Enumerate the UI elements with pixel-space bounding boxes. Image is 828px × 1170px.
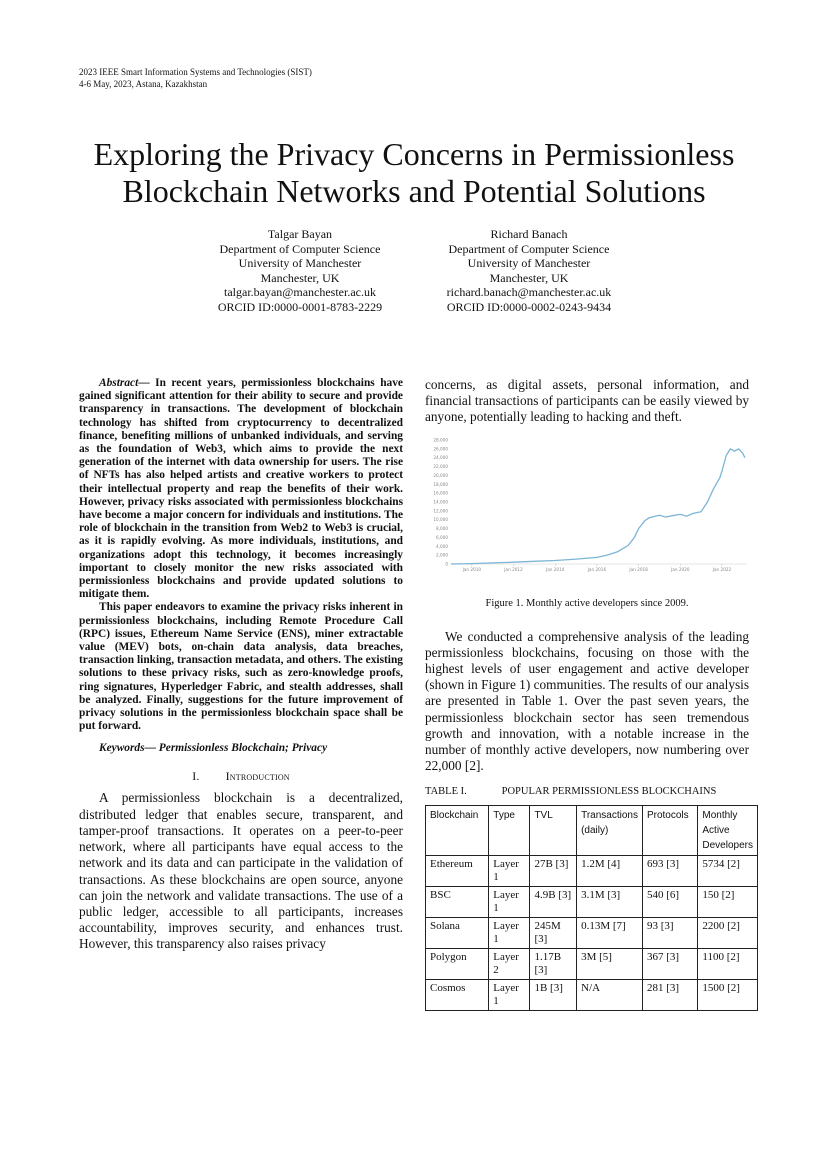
y-tick-label: 16,000: [433, 490, 448, 496]
intro-paragraph-2: We conducted a comprehensive analysis of the leading permissionless blockchains, focusing on those with the highest levels of user engagement and active developer (shown in Figure 1) communities. The results of our analysis are presented in Table 1. Over the past seven years, the permissionless blockchain sector has seen tremendous growth and innovation, with a notable increase in the number of monthly active developers, now numbering over 22,000 [2].: [425, 628, 750, 774]
y-tick-label: 14,000: [433, 499, 448, 505]
table-cell: 281 [3]: [642, 980, 697, 1011]
table-cell: 5734 [2]: [698, 856, 758, 887]
x-tick-label: Jan 2016: [587, 566, 607, 572]
table-1-caption: [425, 786, 749, 797]
x-tick-label: Jan 2010: [462, 566, 482, 572]
table-cell: 27B [3]: [530, 856, 577, 887]
author-orcid: ORCID ID:0000-0002-0243-9434: [446, 299, 612, 314]
author-email: richard.banach@manchester.ac.uk: [446, 285, 612, 300]
x-tick-label: Jan 2014: [545, 566, 565, 572]
author-department: Department of Computer Science: [219, 241, 381, 256]
author-department: Department of Computer Science: [448, 241, 610, 256]
intro-paragraph-1-continued: concerns, as digital assets, personal information, and financial transactions of participants can be easily viewed by anyone, potentially leading to hacking and theft.: [425, 377, 749, 425]
y-tick-label: 12,000: [433, 507, 448, 513]
table-row: [426, 887, 758, 918]
table-cell: 693 [3]: [642, 856, 697, 887]
table-header-row: [426, 806, 758, 856]
table-cell: 3M [5]: [577, 949, 643, 980]
section-title: Introduction: [225, 769, 290, 784]
conference-header: [79, 67, 312, 90]
table-cell: Polygon: [426, 949, 489, 980]
x-tick-label: Jan 2022: [712, 566, 732, 572]
author-2: [399, 227, 659, 315]
y-tick-label: 28,000: [433, 437, 448, 443]
table-cell: 1500 [2]: [698, 980, 758, 1011]
author-orcid: ORCID ID:0000-0001-8783-2229: [217, 299, 383, 314]
table-cell: Solana: [426, 918, 489, 949]
table-1: [425, 805, 758, 1011]
author-location: Manchester, UK: [489, 270, 569, 285]
x-tick-label: Jan 2018: [629, 566, 648, 572]
table-title: POPULAR PERMISSIONLESS BLOCKCHAINS: [501, 786, 717, 798]
table-header-cell: Protocols: [642, 806, 697, 856]
abstract-dash: —: [138, 377, 156, 389]
table-row: [426, 918, 758, 949]
table-cell: 1100 [2]: [698, 949, 758, 980]
table-cell: 1.17B [3]: [530, 949, 577, 980]
y-tick-label: 4,000: [436, 543, 448, 549]
y-tick-label: 10,000: [433, 516, 448, 522]
table-cell: Ethereum: [426, 856, 489, 887]
table-row: [426, 980, 758, 1011]
left-column: [79, 377, 403, 953]
abstract-paragraph-2: This paper endeavors to examine the privacy risks inherent in permissionless blockchains, including Remote Procedure Call (RPC) issues, Ethereum Name Service (ENS), miner extractable value (MEV) bots, on-chain data analysis, data breaches, transaction linking, transaction metadata, and others. The existing solutions to these privacy risks, such as zero-knowledge proofs, ring signatures, Hyperledger Fabric, and stealth addresses, shall be analyzed. Finally, suggestions for the future improvement of privacy solutions in the permissionless blockchain space shall be put forward.: [79, 601, 403, 733]
table-cell: Layer 2: [489, 949, 530, 980]
y-tick-label: 6,000: [436, 534, 448, 540]
y-tick-label: 0: [445, 561, 448, 567]
table-cell: 1.2M [4]: [577, 856, 643, 887]
table-cell: Cosmos: [426, 980, 489, 1011]
abstract-paragraph-1: [79, 377, 403, 601]
conference-date-location: 4-6 May, 2023, Astana, Kazakhstan: [79, 78, 208, 89]
table-cell: Layer 1: [489, 980, 530, 1011]
table-cell: Layer 1: [489, 856, 530, 887]
y-tick-label: 22,000: [433, 463, 448, 469]
figure-1-caption: Figure 1. Monthly active developers since 2009.: [485, 597, 689, 609]
table-cell: 150 [2]: [698, 887, 758, 918]
series-line: [451, 449, 745, 564]
table-row: [426, 949, 758, 980]
table-cell: 540 [6]: [642, 887, 697, 918]
y-tick-label: 26,000: [433, 445, 448, 451]
table-cell: 2200 [2]: [698, 918, 758, 949]
y-tick-label: 8,000: [436, 525, 448, 531]
table-cell: 0.13M [7]: [577, 918, 643, 949]
table-header-cell: Blockchain: [426, 806, 489, 856]
section-heading-introduction: [79, 769, 403, 784]
table-cell: Layer 1: [489, 918, 530, 949]
x-tick-label: Jan 2012: [504, 566, 523, 572]
paper-title: Exploring the Privacy Concerns in Permissionless Blockchain Networks and Potential Solutions: [93, 136, 735, 209]
table-cell: 367 [3]: [642, 949, 697, 980]
table-row: [426, 856, 758, 887]
abstract-lead: Abstract: [99, 377, 139, 389]
figure-1-chart: [425, 434, 749, 584]
table-header-cell: TVL: [530, 806, 577, 856]
y-tick-label: 20,000: [433, 472, 448, 478]
author-email: talgar.bayan@manchester.ac.uk: [224, 285, 376, 300]
author-1: [170, 227, 430, 315]
author-university: University of Manchester: [467, 256, 591, 271]
y-tick-label: 18,000: [433, 481, 448, 487]
author-university: University of Manchester: [238, 256, 362, 271]
y-tick-label: 24,000: [433, 454, 448, 460]
right-column: [425, 377, 753, 1011]
conference-name: 2023 IEEE Smart Information Systems and Technologies (SIST): [79, 67, 312, 77]
table-cell: 3.1M [3]: [577, 887, 643, 918]
author-name: Richard Banach: [490, 227, 568, 241]
author-name: Talgar Bayan: [267, 227, 333, 241]
abstract-text: In recent years, permissionless blockchains have gained significant attention for their ability to secure and provide transparency in transactions. The development of blockchain technology has shifted from cryptocurrency to decentralized finance, benefiting millions of unbanked individuals, and serving as the foundation of Web3, which aims to provide the next generation of the internet with data ownership for users. The rise of NFTs has also helped artists and creative workers to protect their intellectual property and reap the benefits of their work. However, privacy risks associated with permissionless blockchains have become a major concern for individuals and institutions. The role of blockchain in the transition from Web2 to Web3 is crucial, as it is rapidly evolving. As more individuals, institutions, and organizations adopt this technology, it becomes increasingly important to closely monitor the new risks associated with permissionless blockchains and provide updated solutions to mitigate them.: [79, 377, 403, 601]
table-cell: 245M [3]: [530, 918, 577, 949]
table-header-cell: Monthly Active Developers: [698, 806, 758, 856]
table-cell: 4.9B [3]: [530, 887, 577, 918]
table-cell: 93 [3]: [642, 918, 697, 949]
author-location: Manchester, UK: [260, 270, 340, 285]
table-header-cell: Transactions (daily): [577, 806, 643, 856]
table-label: TABLE I.: [425, 786, 467, 798]
table-cell: BSC: [426, 887, 489, 918]
x-tick-label: Jan 2020: [671, 566, 690, 572]
table-cell: 1B [3]: [530, 980, 577, 1011]
keywords: Keywords— Permissionless Blockchain; Privacy: [99, 742, 328, 755]
table-header-cell: Type: [489, 806, 530, 856]
intro-paragraph-1: A permissionless blockchain is a decentralized, distributed ledger that enables secure, transparent, and tamper-proof transactions. It operates on a peer-to-peer network, where all participants have equal access to the network and its data and can participate in the validation of transactions. As these blockchains are open source, anyone can join the network and validate transactions. The use of a public ledger, accessible to all participants, increases accountability, improves security, and enhances trust. However, this transparency also raises privacy: [79, 790, 403, 952]
table-cell: Layer 1: [489, 887, 530, 918]
y-tick-label: 2,000: [436, 552, 448, 558]
section-number: I.: [192, 769, 200, 784]
table-cell: N/A: [577, 980, 643, 1011]
line-chart-svg: [425, 434, 749, 584]
